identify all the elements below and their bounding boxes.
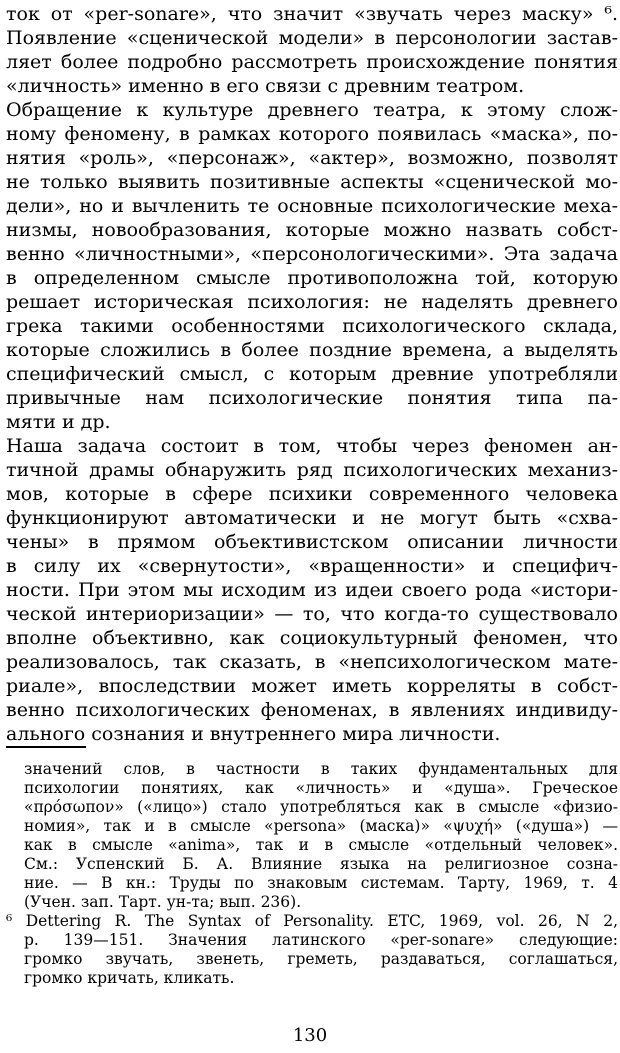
text-line: грека такими особенностями психологического склада, bbox=[6, 315, 618, 337]
footnote-separator bbox=[6, 746, 86, 748]
text-line: ному феномену, в рамках которого появилась «маска», по- bbox=[6, 123, 618, 145]
text-line: низмы, новообразования, которые можно назвать собст- bbox=[6, 219, 618, 241]
footnote-line: р. 139—151. Значения латинского «per-sonare» следующие: bbox=[24, 931, 618, 949]
text-line: дели», но и вычленить те основные психологические меха- bbox=[6, 195, 618, 217]
text-line: нятия «роль», «персонаж», «актер», возможно, позволят bbox=[6, 147, 618, 169]
text-line: специфический смысл, с которым древние употребляли bbox=[6, 363, 618, 385]
footnote-line: (Учен. зап. Тарт. ун-та; вып. 236). bbox=[24, 893, 302, 911]
text-line: «личность» именно в его связи с древним театром. bbox=[6, 75, 525, 97]
text-line: вполне объективно, как социокультурный феномен, что bbox=[6, 627, 618, 649]
text-line: Появление «сценической модели» в персонологии застав- bbox=[6, 27, 618, 49]
text-line: реализовалось, так сказать, в «непсихологическом мате- bbox=[6, 651, 618, 673]
text-line: в силу их «свернутости», «вращенности» и специфич- bbox=[6, 555, 618, 577]
text-line: мов, которые в сфере психики современного человека bbox=[6, 483, 618, 505]
text-line: ляет более подробно рассмотреть происхождение понятия bbox=[6, 51, 618, 73]
text-line: решает историческая психология: не наделять древнего bbox=[6, 291, 618, 313]
footnote-line: номия», так и в смысле «persona» (маска)» «ψυχή» («душа») — bbox=[24, 817, 618, 835]
text-line: в определенном смысле противоположна той, которую bbox=[6, 267, 618, 289]
text-line: ток от «per-sonare», что значит «звучать через маску» ⁶. bbox=[6, 3, 618, 25]
footnote-line: психологии понятиях, как «личность» и «душа». Греческое bbox=[24, 779, 618, 797]
footnote-line: как в смысле «anima», так и в смысле «отдельный человек». bbox=[24, 836, 618, 854]
text-line: риале», впоследствии может иметь корреляты в собст- bbox=[6, 675, 618, 697]
footnote-line: громко кричать, кликать. bbox=[24, 969, 235, 987]
footnote-line: ние. — В кн.: Труды по знаковым системам. Тарту, 1969, т. 4 bbox=[24, 874, 618, 892]
text-line: привычные нам психологические понятия типа па- bbox=[6, 387, 618, 409]
text-line: ального сознания и внутреннего мира личности. bbox=[6, 723, 501, 745]
text-line: венно «личностными», «персонологическими». Эта задача bbox=[6, 243, 618, 265]
text-line: ности. При этом мы исходим из идеи своего рода «истори- bbox=[6, 579, 618, 601]
text-line: которые сложились в более поздние времена, а выделять bbox=[6, 339, 618, 361]
text-line: Наша задача состоит в том, чтобы через феномен ан- bbox=[6, 435, 618, 457]
footnote-line: См.: Успенский Б. А. Влияние языка на религиозное созна- bbox=[24, 855, 618, 873]
text-line: Обращение к культуре древнего театра, к этому слож- bbox=[6, 99, 618, 121]
footnote-line: громко звучать, звенеть, греметь, раздаваться, соглашаться, bbox=[24, 950, 618, 968]
text-line: не только выявить позитивные аспекты «сценической мо- bbox=[6, 171, 618, 193]
footnote-line: «πρόσωπον» («лицо») стало употребляться как в смысле «физио- bbox=[24, 798, 618, 816]
text-line: венно психологических феноменах, в явлениях индивиду- bbox=[6, 699, 618, 721]
footnote-line: значений слов, в частности в таких фундаментальных для bbox=[24, 760, 618, 778]
footnote-line: ⁶ Dettering R. The Syntax of Personality. ETC, 1969, vol. 26, N 2, bbox=[6, 912, 618, 930]
text-line: мяти и др. bbox=[6, 411, 111, 433]
page-number: 130 bbox=[292, 1025, 328, 1046]
text-line: чены» в прямом объективистском описании личности bbox=[6, 531, 618, 553]
text-line: функционируют автоматически и не могут быть «схва- bbox=[6, 507, 618, 529]
text-line: ческой интериоризации» — то, что когда-то существовало bbox=[6, 603, 618, 625]
text-line: тичной драмы обнаружить ряд психологических механиз- bbox=[6, 459, 618, 481]
